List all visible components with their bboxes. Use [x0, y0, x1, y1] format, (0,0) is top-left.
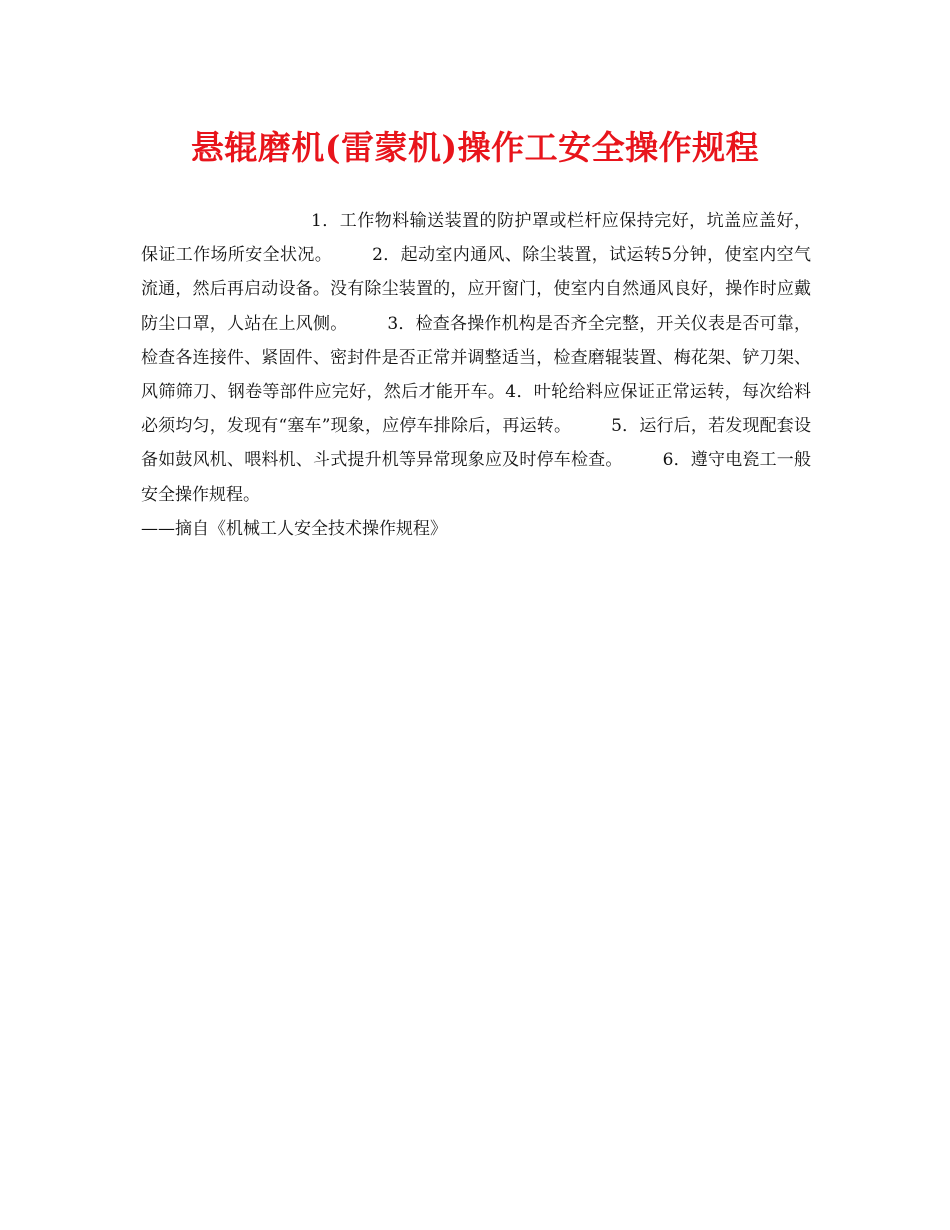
document-body [141, 204, 811, 546]
rule-item-2: 2．起动室内通风、除尘装置，试运转5分钟，使室内空气流通，然后再启动设备。没有除尘装置的，应开窗门，使室内自然通风良好，操作时应戴防尘口罩，人站在上风侧。 [141, 245, 812, 334]
rule-item-4: 4．叶轮给料应保证正常运转，每次给料必须均匀，发现有“塞车”现象，应停车排除后，再运转。 [141, 382, 811, 437]
source-citation: ——摘自《机械工人安全技术操作规程》 [141, 518, 447, 539]
rule-item-6: 6．遵守电瓷工一般安全操作规程。 [141, 450, 811, 505]
rule-item-3: 3．检查各操作机构是否齐全完整，开关仪表是否可靠，检查各连接件、紧固件、密封件是否正常并调整适当，检查磨辊装置、梅花架、铲刀架、风筛筛刀、钢卷等部件应完好，然后才能开车。 [141, 313, 811, 403]
rule-item-5: 5．运行后，若发现配套设备如鼓风机、喂料机、斗式提升机等异常现象应及时停车检查。 [141, 416, 811, 471]
rule-item-1: 1．工作物料输送装置的防护罩或栏杆应保持完好，坑盖应盖好，保证工作场所安全状况。 [141, 211, 811, 266]
document-title: 悬辊磨机(雷蒙机)操作工安全操作规程 [190, 128, 760, 167]
